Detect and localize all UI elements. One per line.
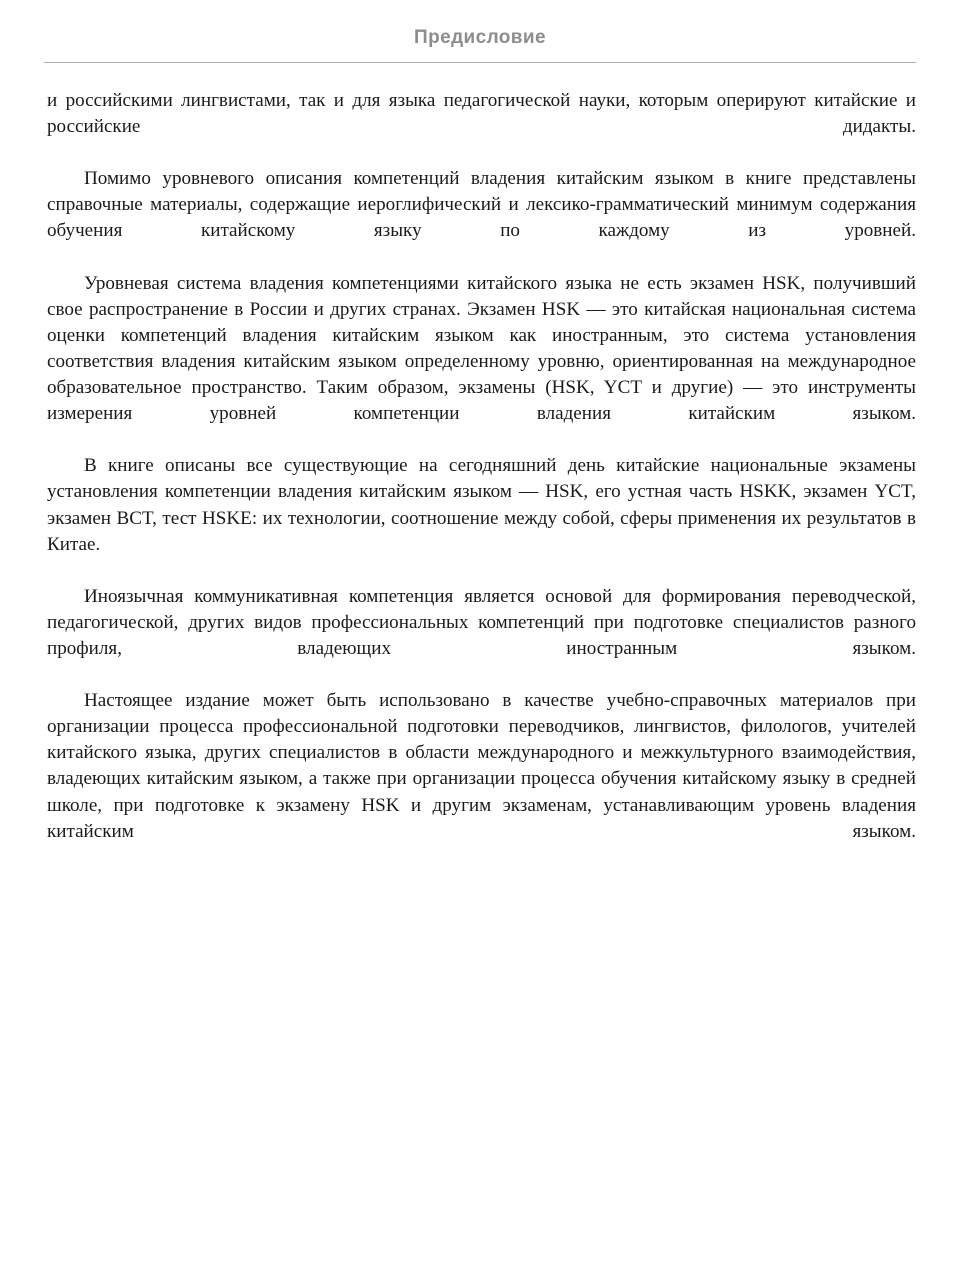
paragraph: Иноязычная коммуникативная компетенция является основой для формирования переводческой, педагогической, других видов профессиональных компетенций при подготовке специалистов разного профиля, владеющих иностранным языком.: [47, 585, 916, 659]
paragraph: В книге описаны все существующие на сегодняшний день китайские национальные экзамены установления компетенции владения китайским языком — HSK, его устная часть HSKK, экзамен YCT, экзамен BCT, тест HSKE: их технологии, соотношение между собой, сферы применения их результатов в Китае.: [47, 455, 916, 555]
paragraph: Уровневая система владения компетенциями китайского языка не есть экзамен HSK, получивший свое распространение в России и других странах. Экзамен HSK — это китайская национальная система оценки компетенций владения китайским языком как иностранным, это система установления соответствия владения китайским языком определенному уровню, ориентированная на международное образовательное пространство. Таким образом, экзамены (HSK, YCT и другие) — это инструменты измерения уровней компетенции владения китайским языком.: [47, 272, 916, 425]
paragraph: Помимо уровневого описания компетенций владения китайским языком в книге представлены справочные материалы, содержащие иероглифический и лексико-грамматический минимум содержания обучения китайскому языку по каждому из уровней.: [47, 168, 916, 242]
paragraph: Настоящее издание может быть использовано в качестве учебно-справочных материалов при организации процесса профессиональной подготовки переводчиков, лингвистов, филологов, учителей китайского языка, других специалистов в области международного и межкультурного взаимодействия, владеющих китайским языком, а также при организации процесса обучения китайскому языку в средней школе, при подготовке к экзамену HSK и другим экзаменам, устанавливающим уровень владения китайским языком.: [47, 690, 916, 842]
running-header-title: Предисловие: [414, 27, 546, 48]
running-header: [44, 26, 916, 62]
body-text-column: [47, 88, 916, 871]
paragraph: и российскими лингвистами, так и для языка педагогической науки, которым оперируют китайские и российские дидакты.: [47, 90, 916, 138]
header-rule-divider: [44, 62, 916, 63]
